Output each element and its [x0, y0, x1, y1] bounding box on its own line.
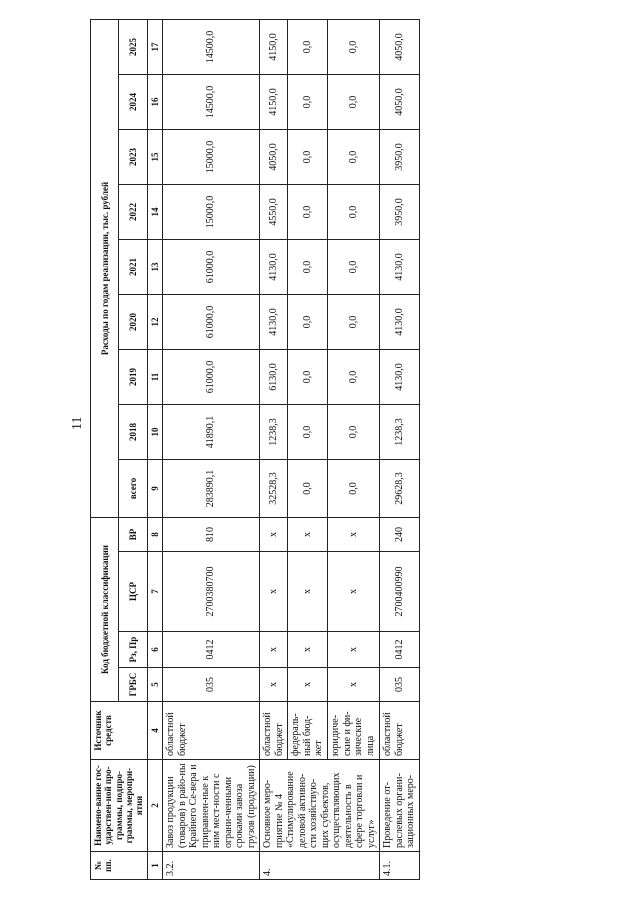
col-number: 5	[147, 668, 162, 702]
header-year: 2020	[119, 294, 147, 349]
rotated-table-container	[90, 20, 610, 880]
row-source: федераль-ный бюд-жет	[288, 702, 328, 760]
col-number: 11	[147, 349, 162, 404]
row-number: 4.	[260, 852, 380, 880]
row-name: Основное меро-приятие № 4 «Стимулирование деловой активно-сти хозяйствую-щих субъектов, осуществляющих деятельность в сфере торговли и услуг»	[260, 760, 380, 852]
table-row	[260, 19, 288, 879]
header-year: 2023	[119, 129, 147, 184]
row-csr: х	[260, 552, 288, 632]
row-csr: х	[288, 552, 328, 632]
row-vr: 240	[380, 517, 420, 551]
row-vr: х	[288, 517, 328, 551]
header-grbs: ГРБС	[119, 668, 147, 702]
col-number: 8	[147, 517, 162, 551]
table-row	[328, 19, 380, 879]
row-name: Завоз продукции (товаров) в райо-ны Крайнего Се-вера и приравнен-ные к ним мест-ности с ограни-ченными сроками завоза грузов (продукции)	[163, 760, 260, 852]
header-expenses: Расходы по годам реализации, тыс. рублей	[91, 19, 119, 517]
row-year-value: 4150,0	[260, 74, 288, 129]
header-year: 2024	[119, 74, 147, 129]
row-year-value: 4150,0	[260, 19, 288, 74]
row-year-value: 1238,3	[260, 404, 288, 459]
row-year-value: 3950,0	[380, 184, 420, 239]
col-number: 4	[147, 702, 162, 760]
row-source: областной бюджет	[260, 702, 288, 760]
row-grbs: х	[260, 668, 288, 702]
row-year-value: 0,0	[328, 294, 380, 349]
row-year-value: 61000,0	[163, 239, 260, 294]
column-number-row	[147, 19, 162, 879]
header-csr: ЦСР	[119, 552, 147, 632]
row-total: 0,0	[328, 459, 380, 517]
row-year-value: 4050,0	[260, 129, 288, 184]
row-rzpr: х	[288, 632, 328, 668]
row-rzpr: 0412	[163, 632, 260, 668]
row-year-value: 0,0	[328, 349, 380, 404]
row-year-value: 4130,0	[380, 239, 420, 294]
table-row	[163, 19, 260, 879]
row-source: областной бюджет	[163, 702, 260, 760]
header-num: № пп.	[91, 852, 148, 880]
row-year-value: 0,0	[288, 404, 328, 459]
col-number: 10	[147, 404, 162, 459]
col-number: 6	[147, 632, 162, 668]
header-year: 2025	[119, 19, 147, 74]
row-year-value: 0,0	[288, 294, 328, 349]
row-year-value: 4050,0	[380, 19, 420, 74]
col-number: 7	[147, 552, 162, 632]
col-number: 2	[147, 760, 162, 852]
header-year: 2021	[119, 239, 147, 294]
header-vr: ВР	[119, 517, 147, 551]
col-number: 1	[147, 852, 162, 880]
row-year-value: 0,0	[288, 184, 328, 239]
row-year-value: 0,0	[288, 74, 328, 129]
row-year-value: 15000,0	[163, 184, 260, 239]
row-year-value: 0,0	[288, 349, 328, 404]
row-total: 283890,1	[163, 459, 260, 517]
col-number: 14	[147, 184, 162, 239]
row-year-value: 0,0	[328, 19, 380, 74]
row-year-value: 4130,0	[380, 349, 420, 404]
row-number: 3.2.	[163, 852, 260, 880]
row-grbs: х	[328, 668, 380, 702]
table-row	[380, 19, 420, 879]
row-year-value: 0,0	[328, 74, 380, 129]
col-number: 16	[147, 74, 162, 129]
row-year-value: 0,0	[328, 239, 380, 294]
row-year-value: 4130,0	[260, 239, 288, 294]
row-vr: х	[328, 517, 380, 551]
row-year-value: 0,0	[328, 129, 380, 184]
row-year-value: 0,0	[288, 239, 328, 294]
row-year-value: 15000,0	[163, 129, 260, 184]
row-year-value: 0,0	[328, 184, 380, 239]
header-year: 2019	[119, 349, 147, 404]
row-rzpr: 0412	[380, 632, 420, 668]
row-year-value: 4130,0	[380, 294, 420, 349]
row-total: 0,0	[288, 459, 328, 517]
row-year-value: 61000,0	[163, 294, 260, 349]
row-year-value: 0,0	[328, 404, 380, 459]
row-year-value: 3950,0	[380, 129, 420, 184]
row-total: 32528,3	[260, 459, 288, 517]
row-rzpr: х	[260, 632, 288, 668]
row-year-value: 14500,0	[163, 19, 260, 74]
row-csr: 2700400990	[380, 552, 420, 632]
row-year-value: 0,0	[288, 129, 328, 184]
row-year-value: 6130,0	[260, 349, 288, 404]
row-grbs: х	[288, 668, 328, 702]
row-vr: х	[260, 517, 288, 551]
col-number: 13	[147, 239, 162, 294]
row-year-value: 0,0	[288, 19, 328, 74]
row-year-value: 41890,1	[163, 404, 260, 459]
table-row	[288, 19, 328, 879]
header-name: Наимено-вание гос-ударствен-ной про-граммы, подпро-граммы, меропри-ятия	[91, 760, 148, 852]
header-budget-code: Код бюджетной классификации	[91, 517, 119, 701]
page-number: 11	[70, 416, 85, 430]
row-grbs: 035	[380, 668, 420, 702]
row-name: Проведение от-раслевых органи-зационных меро-	[380, 760, 420, 852]
row-source: областной бюджет	[380, 702, 420, 760]
row-vr: 810	[163, 517, 260, 551]
header-year: 2018	[119, 404, 147, 459]
header-year: 2022	[119, 184, 147, 239]
row-year-value: 61000,0	[163, 349, 260, 404]
header-source: Источник средств	[91, 702, 148, 760]
row-number: 4.1.	[380, 852, 420, 880]
row-year-value: 4050,0	[380, 74, 420, 129]
header-total: всего	[119, 459, 147, 517]
col-number: 15	[147, 129, 162, 184]
row-rzpr: х	[328, 632, 380, 668]
row-year-value: 1238,3	[380, 404, 420, 459]
row-source: юридиче-ские и фи-зические лица	[328, 702, 380, 760]
row-year-value: 4130,0	[260, 294, 288, 349]
col-number: 17	[147, 19, 162, 74]
row-year-value: 4550,0	[260, 184, 288, 239]
col-number: 12	[147, 294, 162, 349]
row-grbs: 035	[163, 668, 260, 702]
row-csr: х	[328, 552, 380, 632]
row-year-value: 14500,0	[163, 74, 260, 129]
row-csr: 2700380700	[163, 552, 260, 632]
row-total: 29628,3	[380, 459, 420, 517]
header-rzpr: Рз, Пр	[119, 632, 147, 668]
budget-table	[90, 19, 420, 880]
col-number: 9	[147, 459, 162, 517]
